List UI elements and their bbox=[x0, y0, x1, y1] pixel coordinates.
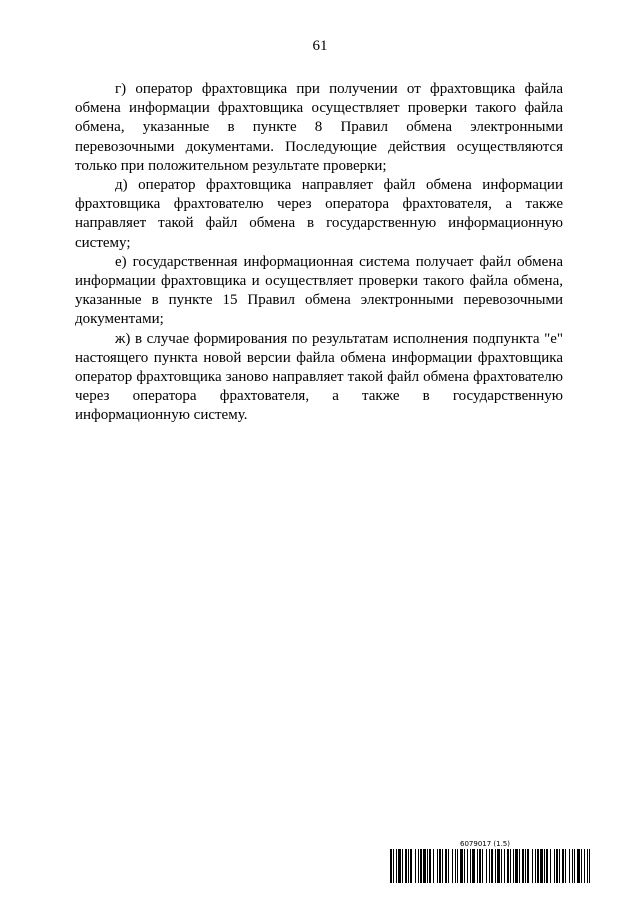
barcode-icon bbox=[390, 849, 590, 883]
document-code: 6079017 (1.5) bbox=[460, 840, 510, 848]
page-number: 61 bbox=[312, 38, 328, 54]
paragraph-e: е) государственная информационная система получает файл обмена информации фрахтовщика и осуществляет проверки такого файла обмена, указанные в пункте 15 Правил обмена электронными перевозочными документами; bbox=[75, 253, 563, 328]
barcode-block bbox=[390, 840, 590, 883]
paragraph-zh: ж) в случае формирования по результатам исполнения подпункта "е" настоящего пункта новой версии файла обмена информации фрахтовщика оператор фрахтовщика заново направляет такой файл обмена фрахтователю через оператора фрахтователя, а также в государственную информационную систему. bbox=[75, 330, 563, 424]
document-body bbox=[75, 80, 563, 426]
paragraph-d: д) оператор фрахтовщика направляет файл обмена информации фрахтовщика фрахтователю через оператора фрахтователя, а также направляет такой файл обмена в государственную информационную систему; bbox=[75, 177, 563, 251]
paragraph-g: г) оператор фрахтовщика при получении от фрахтовщика файла обмена информации фрахтовщика осуществляет проверки такого файла обмена, указанные в пункте 8 Правил обмена электронными перевозочными документами. Последующие действия осуществляются только при положительном результате проверки; bbox=[75, 81, 563, 174]
